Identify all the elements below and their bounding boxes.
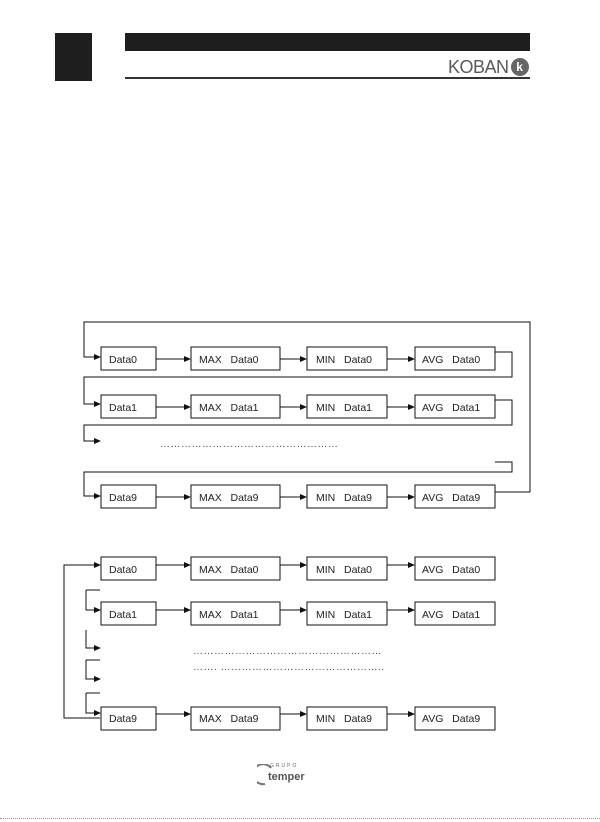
label2-min-data0: MIN Data0 xyxy=(316,564,373,576)
brand-text: KOBAN xyxy=(448,56,509,77)
bottom-diagram xyxy=(64,557,495,730)
label-min-data9: MIN Data9 xyxy=(316,492,373,504)
label-avg-data9: AVG Data9 xyxy=(422,492,481,504)
bottom-line xyxy=(0,818,600,820)
label-avg-data1: AVG Data1 xyxy=(422,402,481,414)
footer-temper-text: temper xyxy=(268,771,305,783)
ellipsis-bottom-2: ……. ……………………………………….. xyxy=(193,662,385,673)
label2-data0: Data0 xyxy=(109,564,138,576)
label2-data1: Data1 xyxy=(109,609,138,621)
label-max-data9: MAX Data9 xyxy=(199,492,259,504)
label-min-data1: MIN Data1 xyxy=(316,402,373,414)
ellipsis-top: …………………………………………… xyxy=(160,439,339,450)
label2-min-data1: MIN Data1 xyxy=(316,609,373,621)
brand-k-icon: k xyxy=(511,58,529,76)
footer-group-text: GRUPO xyxy=(270,763,299,769)
label-data9: Data9 xyxy=(109,492,138,504)
label2-min-data9: MIN Data9 xyxy=(316,713,373,725)
label2-max-data0: MAX Data0 xyxy=(199,564,259,576)
label2-data9: Data9 xyxy=(109,713,138,725)
label-max-data1: MAX Data1 xyxy=(199,402,259,414)
label2-avg-data0: AVG Data0 xyxy=(422,564,481,576)
label-min-data0: MIN Data0 xyxy=(316,354,373,366)
label-avg-data0: AVG Data0 xyxy=(422,354,481,366)
label-max-data0: MAX Data0 xyxy=(199,354,259,366)
bottom-diagram-labels xyxy=(109,564,480,725)
label2-max-data9: MAX Data9 xyxy=(199,713,259,725)
label-data0: Data0 xyxy=(109,354,138,366)
label2-avg-data9: AVG Data9 xyxy=(422,713,481,725)
top-diagram xyxy=(84,322,530,508)
label-data1: Data1 xyxy=(109,402,138,414)
loop-arrow-bottom xyxy=(64,565,100,718)
label2-max-data1: MAX Data1 xyxy=(199,609,259,621)
label2-avg-data1: AVG Data1 xyxy=(422,609,481,621)
ellipsis-bottom-1: ……………………………………………… xyxy=(193,646,382,657)
